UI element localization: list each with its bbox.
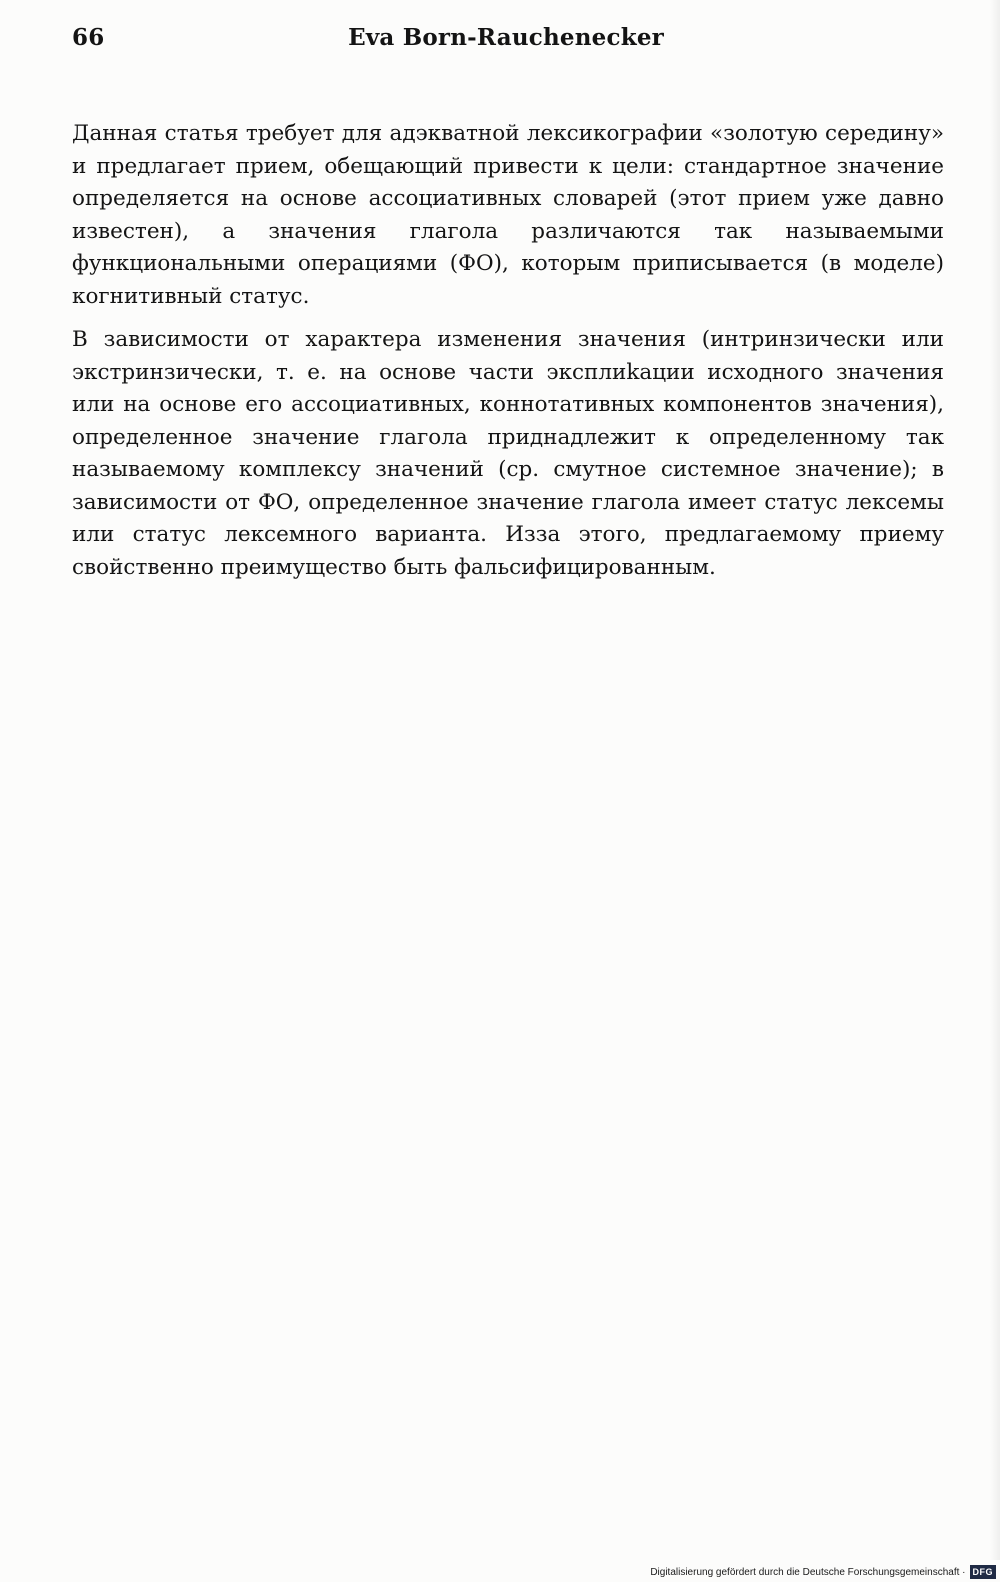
author-name: Eva Born-Rauchenecker bbox=[348, 24, 664, 51]
running-head bbox=[72, 24, 664, 51]
digitization-credit bbox=[650, 1562, 1000, 1582]
page-number: 66 bbox=[72, 24, 105, 51]
paragraph-2: В зависимости от характера изменения значения (интринзически или экстринзически, т. е. на основе части эксплиkации исходного значения или на основе его ассоциативных, коннотативных компонентов значения), определенное значение глагола приднадлежит к определенному так называемому комплексу значений (ср. смутное системное значение); в зависимости от ФО, определенное значение глагола имеет статус лексемы или статус лексемного варианта. Изза этого, предлагаемому приему свойственно преимущество быть фальсифицированным. bbox=[72, 327, 944, 580]
body-text bbox=[72, 118, 944, 584]
paragraph-1: Данная статья требует для адэкватной лексикографии «золотую середину» и предлагает прием, обещающий привести к цели: стандартное значение определяется на основе ассоциативных словарей (этот прием уже давно известен), а значения глагола различаются так называемыми функциональными операциями (ФО), которым приписывается (в моделе) когнитивный статус. bbox=[72, 121, 944, 309]
scan-edge-shadow bbox=[990, 0, 1000, 1560]
credit-text: Digitalisierung gefördert durch die Deutsche Forschungsgemeinschaft · bbox=[650, 1566, 966, 1578]
dfg-logo: DFG bbox=[970, 1565, 997, 1579]
